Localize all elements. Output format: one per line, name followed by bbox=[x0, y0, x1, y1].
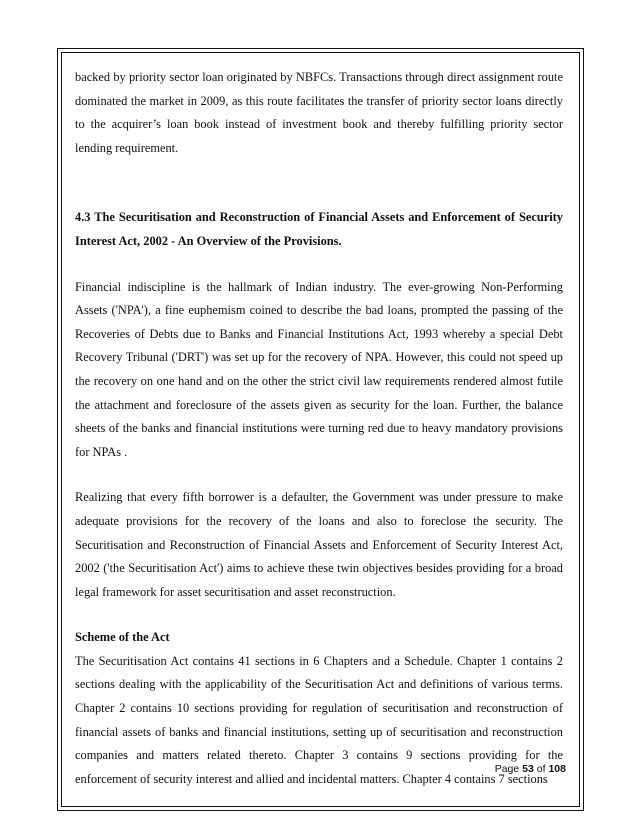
section-heading: 4.3 The Securitisation and Reconstruction of Financial Assets and Enforcement of Security Interest Act, 2002 - An Overview of the Provisions. bbox=[75, 210, 563, 248]
page-number: 53 bbox=[522, 763, 534, 775]
paragraph: The Securitisation Act contains 41 sections in 6 Chapters and a Schedule. Chapter 1 contains 2 sections dealing with the applicability of the Securitisation Act and definitions of various terms. Chapter 2 contains 10 sections providing for regulation of securitisation and reconstruction of financial assets of banks and financial institutions, setting up of securitisation and reconstruction companies and matters related thereto. Chapter 3 contains 9 sections providing for the enforcement of security interest and allied and incidental matters. Chapter 4 contains 7 sections bbox=[75, 653, 563, 786]
page-label: Page bbox=[494, 763, 520, 775]
of-label: of bbox=[536, 763, 546, 775]
page-footer bbox=[495, 763, 566, 775]
total-pages: 108 bbox=[548, 763, 566, 775]
paragraph: backed by priority sector loan originated by NBFCs. Transactions through direct assignment route dominated the market in 2009, as this route facilitates the transfer of priority sector loans directly to the acquirer’s loan book instead of investment book and thereby fulfilling priority sector lending requirement. bbox=[75, 70, 563, 155]
subsection-heading: Scheme of the Act bbox=[75, 630, 170, 645]
document-body bbox=[75, 66, 563, 791]
paragraph: Financial indiscipline is the hallmark of Indian industry. The ever-growing Non-Performing Assets ('NPA'), a fine euphemism coined to describe the bad loans, prompted the passing of the Recoveries of Debts due to Banks and Financial Institutions Act, 1993 whereby a special Debt Recovery Tribunal ('DRT') was set up for the recovery of NPA. However, this could not speed up the recovery on one hand and on the other the strict civil law requirements rendered almost futile the attachment and foreclosure of the assets given as security for the loan. Further, the balance sheets of the banks and financial institutions were turning red due to heavy mandatory provisions for NPAs . bbox=[75, 279, 563, 459]
paragraph: Realizing that every fifth borrower is a defaulter, the Government was under pressure to make adequate provisions for the recovery of the loans and also to foreclose the security. The Securitisation and Reconstruction of Financial Assets and Enforcement of Security Interest Act, 2002 ('the Securitisation Act') aims to achieve these twin objectives besides providing for a broad legal framework for asset securitisation and asset reconstruction. bbox=[75, 490, 563, 599]
